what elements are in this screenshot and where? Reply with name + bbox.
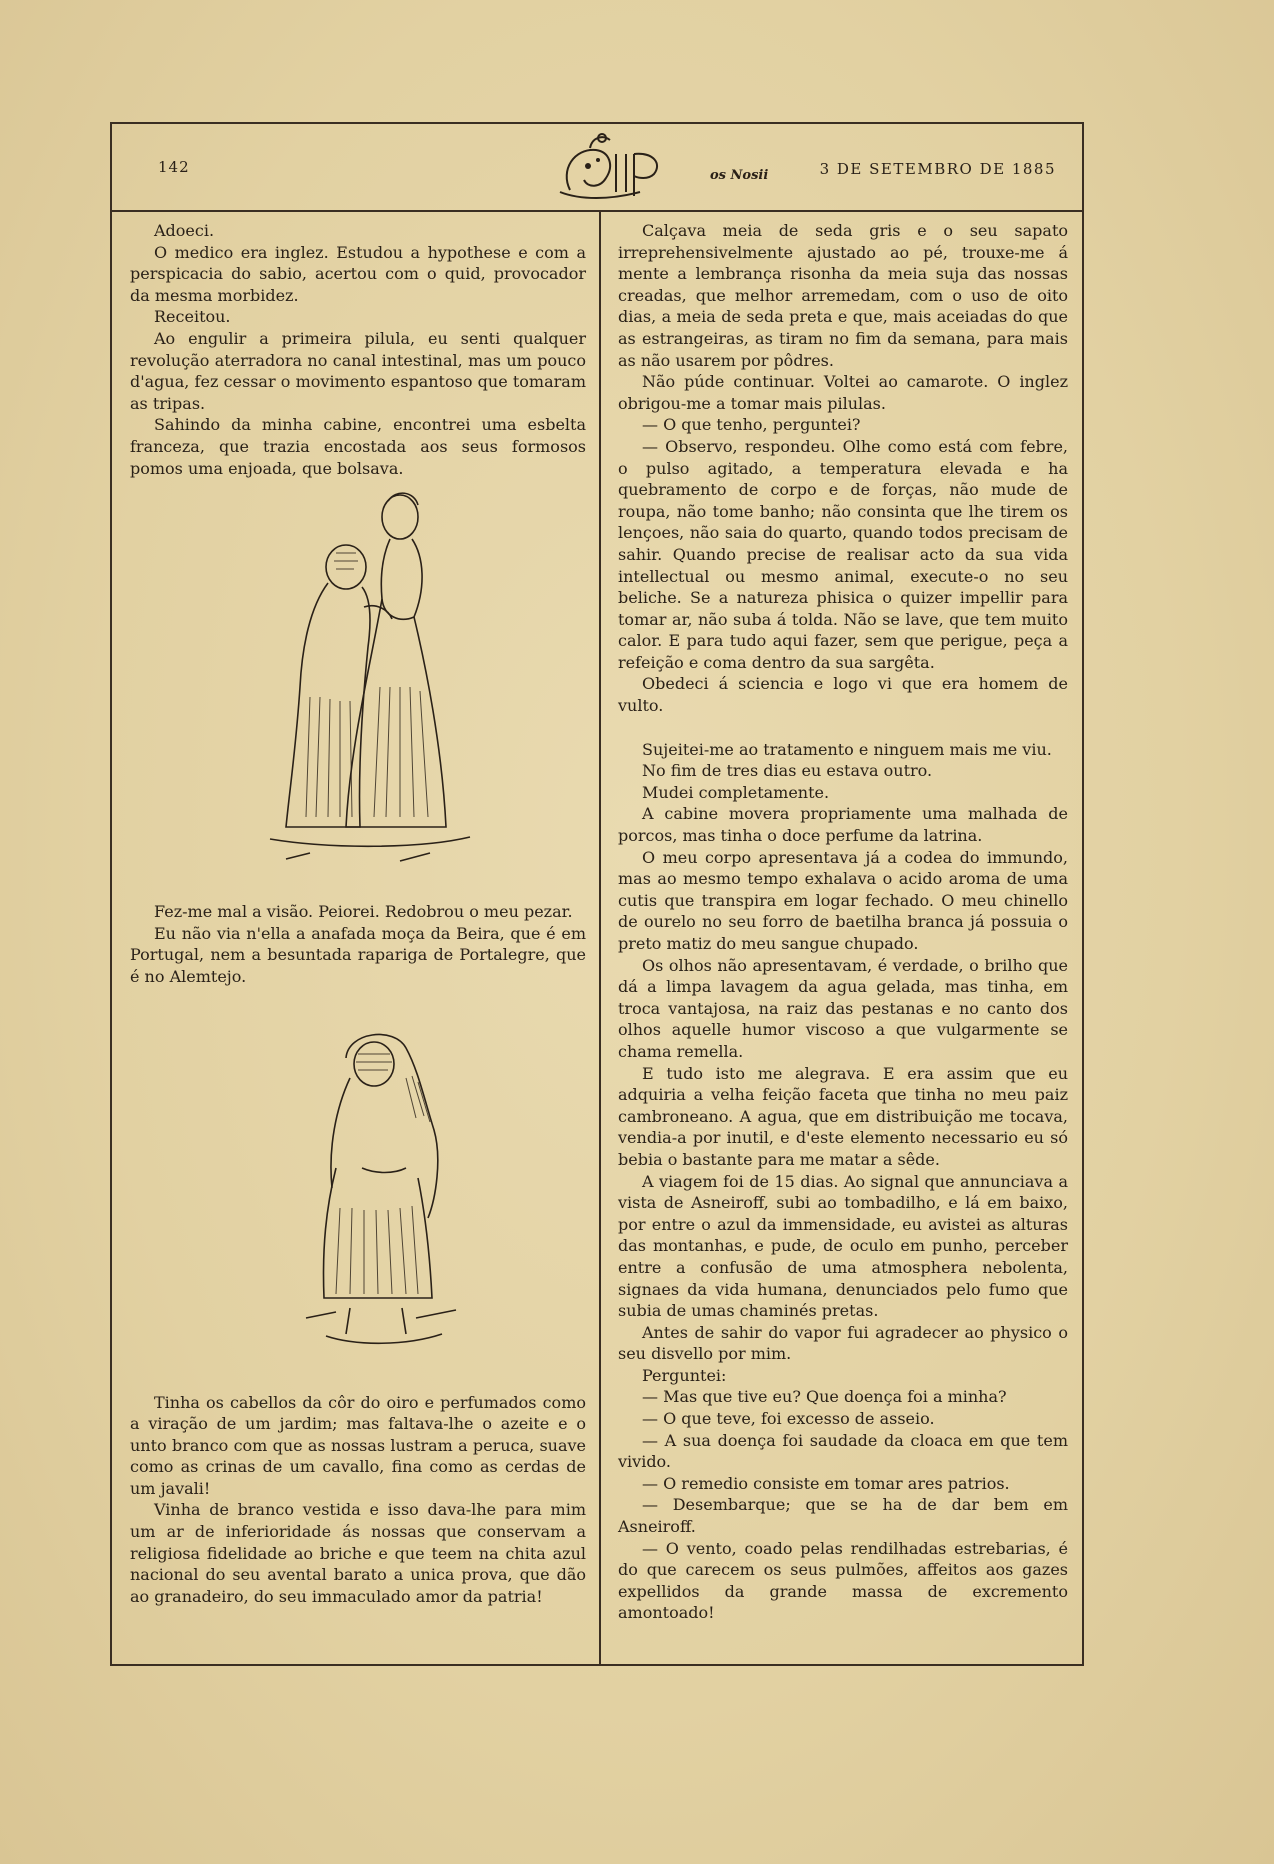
paragraph: — O que teve, foi excesso de asseio. (642, 1409, 935, 1429)
paragraph: Eu não via n'ella a anafada moça da Beira, que é em Portugal, nem a besuntada rapariga de Portalegre, que é no Alemtejo. (130, 923, 586, 986)
paragraph: Perguntei: (642, 1365, 727, 1385)
paragraph: O medico era inglez. Estudou a hypothese e com a perspicacia do sabio, acertou com o quid, provocador da mesma morbidez. (130, 242, 586, 305)
page-number: 142 (158, 158, 190, 176)
paragraph: Mudei completamente. (642, 782, 830, 802)
paragraph: Sujeitei-me ao tratamento e ninguem mais me viu. (642, 739, 1052, 759)
issue-date: 3 DE SETEMBRO DE 1885 (819, 160, 1056, 178)
column-divider (599, 210, 601, 1666)
paragraph: Ao engulir a primeira pilula, eu senti qualquer revolução aterradora no canal intestinal, mas um pouco d'agua, fez cessar o movimento espantoso que tomaram as tripas. (130, 328, 586, 413)
paragraph: Os olhos não apresentavam, é verdade, o brilho que dá a limpa lavagem da agua gelada, mas tinha, em troca vantajosa, na raiz das pestanas e no canto dos olhos aquelle humor viscoso a que vulgarmente se chama remella. (618, 955, 1068, 1061)
paragraph: Antes de sahir do vapor fui agradecer ao physico o seu disvello por mim. (618, 1322, 1068, 1364)
right-column (618, 220, 1068, 1624)
paragraph: — O que tenho, perguntei? (642, 415, 861, 435)
paragraph: O meu corpo apresentava já a codea do immundo, mas ao mesmo tempo exhalava o acido aroma de uma cutis que transpira em logar fechado. O meu chinello de ourelo no seu forro de baetilha branca já possuia o preto matiz do meu sangue chupado. (618, 847, 1068, 953)
paragraph: — O vento, coado pelas rendilhadas estrebarias, é do que carecem os seus pulmões, affeitos aos gazes expellidos da grande massa de excremento amontoado! (618, 1538, 1068, 1623)
paragraph: Tinha os cabellos da côr do oiro e perfumados como a viração de um jardim; mas faltava-lhe o azeite e o unto branco com que as nossas lustram a peruca, suave como as crinas de um cavallo, fina como as cerdas de um javali! (130, 1392, 586, 1498)
paragraph: — A sua doença foi saudade da cloaca em que tem vivido. (618, 1430, 1068, 1472)
paragraph: No fim de tres dias eu estava outro. (642, 761, 933, 781)
paragraph: — Mas que tive eu? Que doença foi a minha? (642, 1387, 1007, 1407)
paragraph: Sahindo da minha cabine, encontrei uma esbelta franceza, que trazia encostada aos seus formosos pomos uma enjoada, que bolsava. (130, 415, 586, 478)
paragraph: A cabine movera propriamente uma malhada de porcos, mas tinha o doce perfume da latrina. (618, 804, 1068, 846)
paragraph: — O remedio consiste em tomar ares patrios. (642, 1473, 1010, 1493)
paragraph: Adoeci. (154, 221, 215, 240)
paragraph: A viagem foi de 15 dias. Ao signal que annunciava a vista de Asneiroff, subi ao tombadilho, e lá em baixo, por entre o azul da immensidade, eu avistei as alturas das montanhas, e pude, de oculo em punho, perceber entre a confusão de uma atmosphera nebolenta, signaes da vida humana, denunciados pelo fumo que subia de umas chaminés pretas. (618, 1171, 1068, 1321)
paragraph: Calçava meia de seda gris e o seu sapato irreprehensivelmente ajustado ao pé, trouxe-me á mente a lembrança risonha da meia suja das nossas creadas, que melhor arremedam, com o uso de oito dias, a meia de seda preta e que, mais aceiadas do que as estrangeiras, as tiram no fim da semana, para mais as não usarem por pôdres. (618, 221, 1068, 370)
magazine-logo (530, 130, 730, 206)
paragraph: — Desembarque; que se ha de dar bem em Asneiroff. (618, 1495, 1068, 1537)
section-gap (618, 717, 1068, 739)
paragraph: — Observo, respondeu. Olhe como está com febre, o pulso agitado, a temperatura elevada e ha quebramento de corpo e de forças, não mude de roupa, não tome banho; não consinta que lhe tirem os lençoes, não saia do quarto, quando todos precisam de sahir. Quando precise de realisar acto da sua vida intellectual ou mesmo animal, execute-o no seu beliche. Se a natureza phisica o quizer impellir para tomar ar, não suba á tolda. Não se lave, que tem muito calor. E para tudo aqui fazer, sem que perigue, peça a refeição e coma dentro da sua sargêta. (618, 436, 1068, 672)
logo-text: os Nosii (710, 168, 769, 183)
paragraph: Vinha de branco vestida e isso dava-lhe para mim um ar de inferioridade ás nossas que conservam a religiosa fidelidade ao briche e que teem na chita azul nacional do seu avental barato a unica prova, que dão ao granadeiro, do seu immaculado amor da patria! (130, 1500, 586, 1606)
paragraph: Fez-me mal a visão. Peiorei. Redobrou o meu pezar. (154, 902, 573, 922)
paragraph: Não púde continuar. Voltei ao camarote. O inglez obrigou-me a tomar mais pilulas. (618, 372, 1068, 413)
illustration-country-woman (266, 1018, 486, 1368)
paragraph: E tudo isto me alegrava. E era assim que eu adquiria a velha feição faceta que tinha no meu paiz cambroneano. A agua, que em distribuição me tocava, vendia-a por inutil, e d'este elemento necessario eu só bebia o bastante para me matar a sêde. (618, 1063, 1068, 1169)
paragraph: Obedeci á sciencia e logo vi que era homem de vulto. (618, 674, 1068, 716)
illustration-french-woman (250, 487, 490, 887)
paragraph: Receitou. (154, 307, 231, 327)
masthead (112, 124, 1082, 212)
left-column (130, 220, 586, 1607)
page-frame (110, 122, 1084, 1666)
